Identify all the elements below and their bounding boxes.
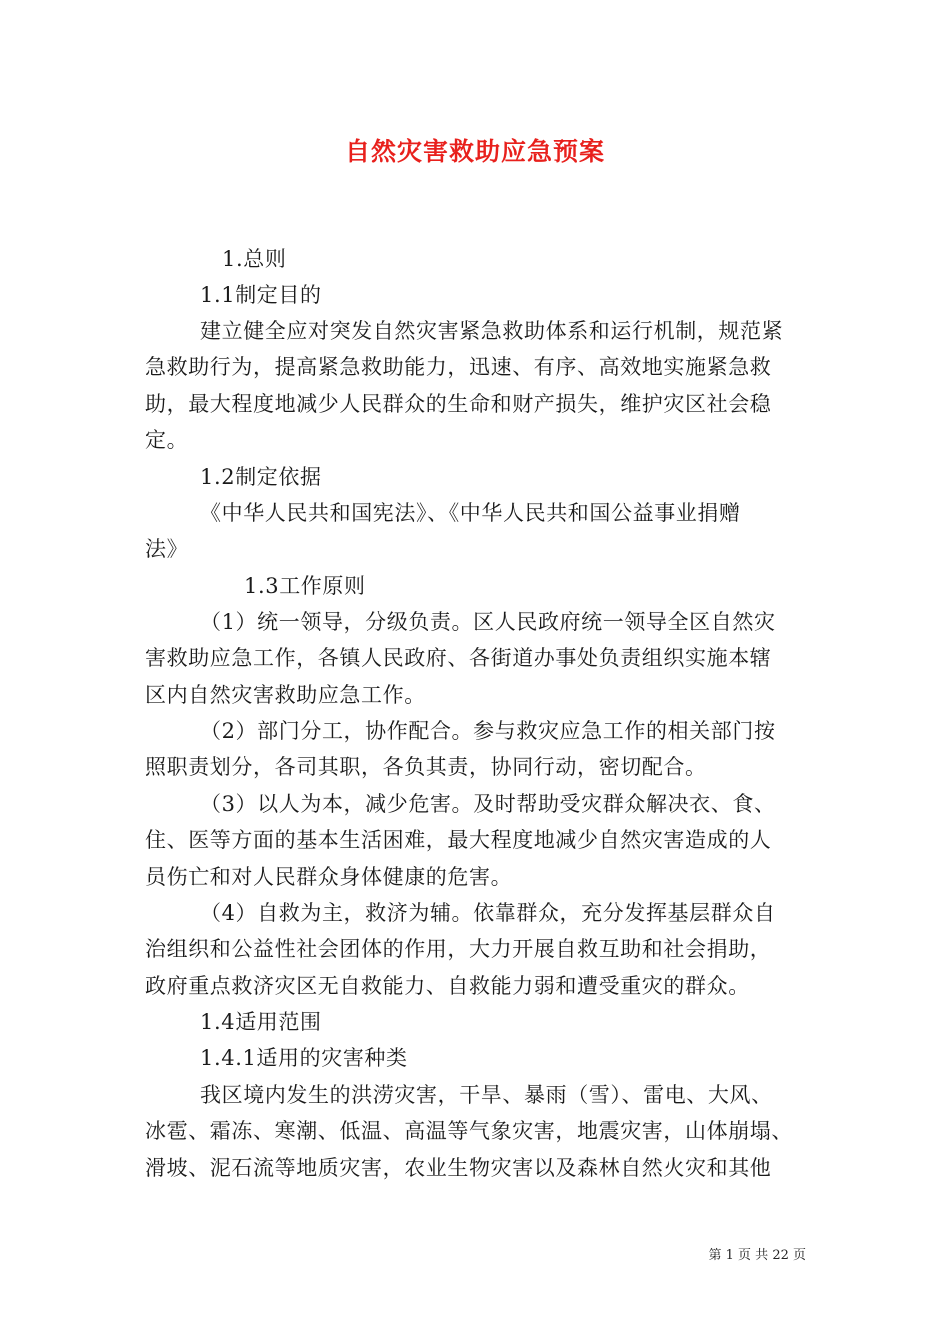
paragraph-line: （3）以人为本，减少危害。及时帮助受灾群众解决衣、食、 [200,792,776,816]
heading-general: 1.总则 [222,247,287,271]
paragraph-line: 治组织和公益性社会团体的作用，大力开展自救互助和社会捐助， [145,937,772,961]
heading-disaster-types: 1.4.1适用的灾害种类 [200,1046,408,1070]
page-number: 第 1 页 共 22 页 [708,1248,806,1263]
heading-scope: 1.4适用范围 [200,1010,322,1034]
paragraph-line: 照职责划分，各司其职，各负其责，协同行动，密切配合。 [145,755,707,779]
paragraph-line: 急救助行为，提高紧急救助能力，迅速、有序、高效地实施紧急救 [145,355,772,379]
paragraph-line: （2）部门分工，协作配合。参与救灾应急工作的相关部门按 [200,719,776,743]
paragraph-line: 害救助应急工作，各镇人民政府、各街道办事处负责组织实施本辖 [145,646,772,670]
heading-principles: 1.3工作原则 [244,574,366,598]
document-title: 自然灾害救助应急预案 [344,137,605,166]
paragraph-line: 我区境内发生的洪涝灾害，干旱、暴雨（雪）、雷电、大风、 [200,1083,773,1107]
paragraph-line: 滑坡、泥石流等地质灾害，农业生物灾害以及森林自然火灾和其他 [145,1156,772,1180]
paragraph-line: 员伤亡和对人民群众身体健康的危害。 [145,865,513,889]
paragraph-line: 《中华人民共和国宪法》、《中华人民共和国公益事业捐赠 [200,501,741,525]
paragraph-line: 定。 [145,428,189,452]
paragraph-line: 冰雹、霜冻、寒潮、低温、高温等气象灾害，地震灾害，山体崩塌、 [145,1119,793,1143]
paragraph-line: （4）自救为主，救济为辅。依靠群众，充分发挥基层群众自 [200,901,776,925]
paragraph-line: 区内自然灾害救助应急工作。 [145,683,426,707]
heading-purpose: 1.1制定目的 [200,283,322,307]
paragraph-line: 助，最大程度地减少人民群众的生命和财产损失，维护灾区社会稳 [145,392,772,416]
paragraph-line: （1）统一领导，分级负责。区人民政府统一领导全区自然灾 [200,610,776,634]
heading-basis: 1.2制定依据 [200,465,322,489]
paragraph-line: 政府重点救济灾区无自救能力、自救能力弱和遭受重灾的群众。 [145,974,750,998]
paragraph-line: 建立健全应对突发自然灾害紧急救助体系和运行机制，规范紧 [200,319,784,343]
paragraph-line: 法》 [145,537,189,561]
paragraph-line: 住、医等方面的基本生活困难，最大程度地减少自然灾害造成的人 [145,828,772,852]
